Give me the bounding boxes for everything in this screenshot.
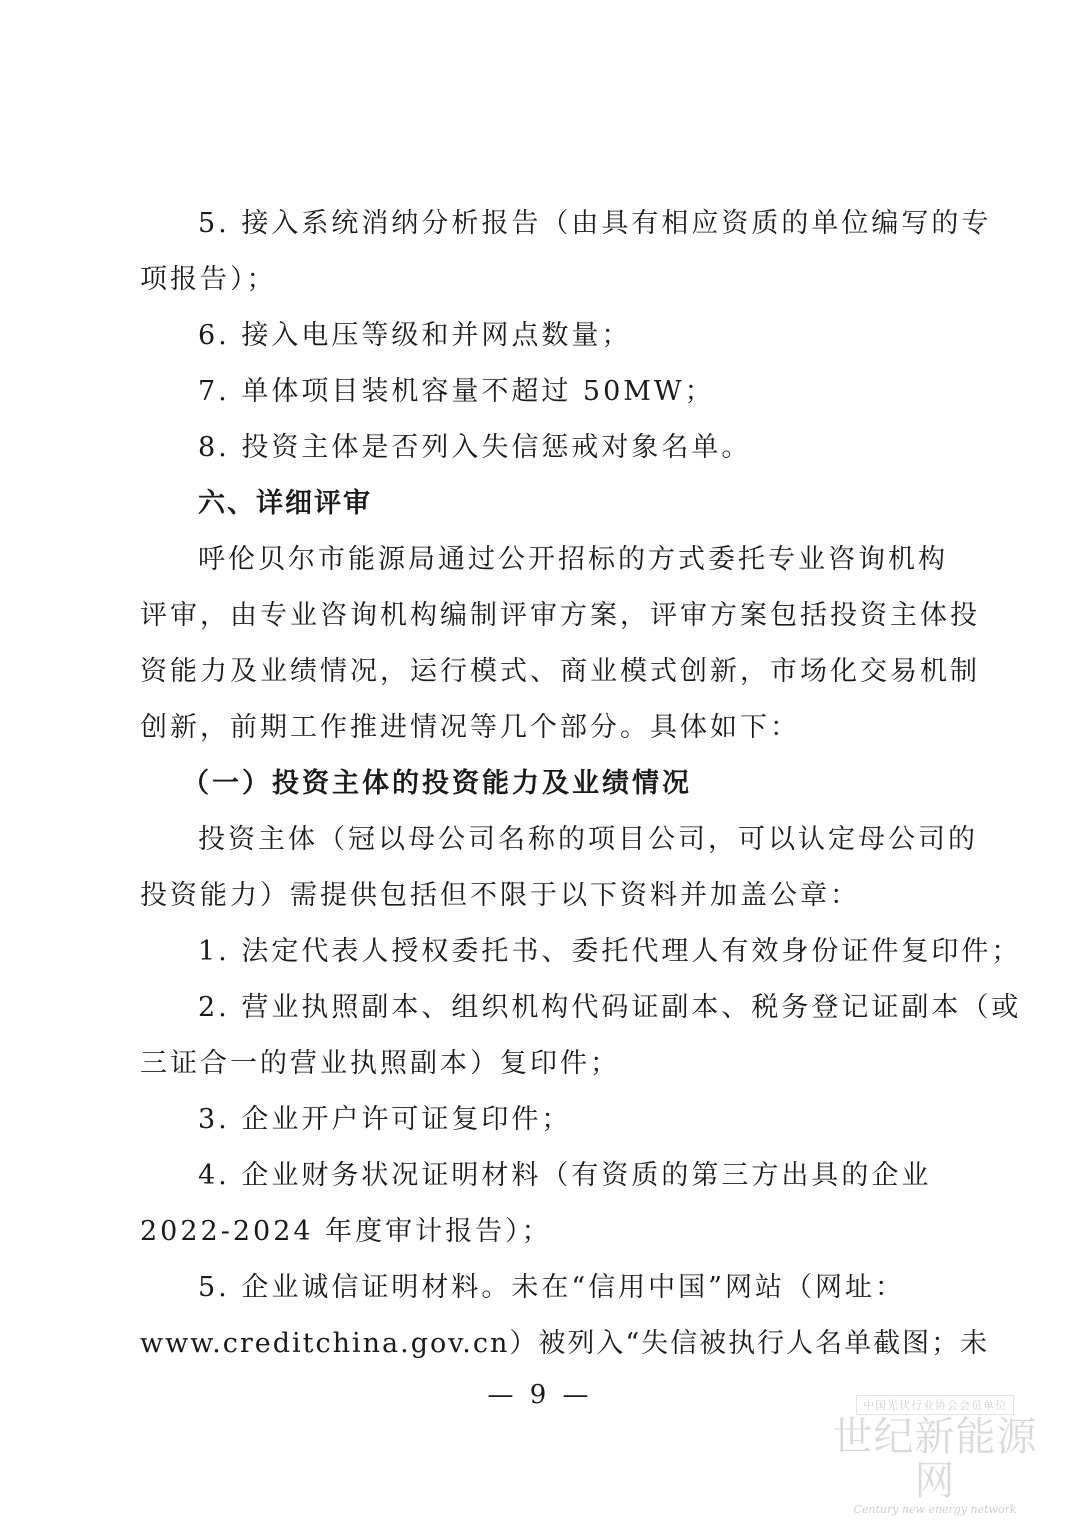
watermark-sub-text: Century new energy network [853, 1503, 1017, 1516]
paragraph-line-2: 评审，由专业咨询机构编制评审方案，评审方案包括投资主体投 [140, 600, 980, 631]
section-heading: 六、详细评审 [198, 488, 372, 519]
item-6: 6. 接入电压等级和并网点数量； [198, 320, 632, 351]
requirement-1: 1. 法定代表人授权委托书、委托代理人有效身份证件复印件； [198, 936, 1022, 967]
item-7: 7. 单体项目装机容量不超过 50MW； [198, 376, 715, 407]
requirement-5-line-2: www.creditchina.gov.cn）被列入“失信被执行人名单截图；未 [140, 1328, 990, 1359]
paragraph-line-1: 呼伦贝尔市能源局通过公开招标的方式委托专业咨询机构 [198, 544, 948, 575]
watermark-logo [820, 1394, 1050, 1516]
watermark-main-text: 世纪新能源网 [832, 1414, 1038, 1504]
requirement-4-line-2: 2022-2024 年度审计报告）； [140, 1216, 552, 1247]
paragraph-line-3: 资能力及业绩情况，运行模式、商业模式创新，市场化交易机制 [140, 656, 980, 687]
requirement-3: 3. 企业开户许可证复印件； [198, 1104, 572, 1135]
requirement-2-line-1: 2. 营业执照副本、组织机构代码证副本、税务登记证副本（或 [198, 992, 1022, 1023]
requirements-intro-line-1: 投资主体（冠以母公司名称的项目公司，可以认定母公司的 [198, 824, 978, 855]
item-5-line-1: 5. 接入系统消纳分析报告（由具有相应资质的单位编写的专 [198, 208, 992, 239]
requirement-2-line-2: 三证合一的营业执照副本）复印件； [140, 1048, 620, 1079]
watermark-top-text: 中国光伏行业协会会员单位 [856, 1395, 1014, 1415]
requirements-intro-line-2: 投资能力）需提供包括但不限于以下资料并加盖公章： [140, 880, 860, 911]
paragraph-line-4: 创新，前期工作推进情况等几个部分。具体如下： [140, 712, 800, 743]
page-number: — 9 — [487, 1380, 593, 1410]
subsection-heading: （一）投资主体的投资能力及业绩情况 [182, 768, 692, 799]
requirement-4-line-1: 4. 企业财务状况证明材料（有资质的第三方出具的企业 [198, 1160, 932, 1191]
item-5-line-2: 项报告）； [140, 264, 277, 295]
item-8: 8. 投资主体是否列入失信惩戒对象名单。 [198, 432, 752, 463]
requirement-5-line-1: 5. 企业诚信证明材料。未在“信用中国”网站（网址： [198, 1272, 905, 1303]
